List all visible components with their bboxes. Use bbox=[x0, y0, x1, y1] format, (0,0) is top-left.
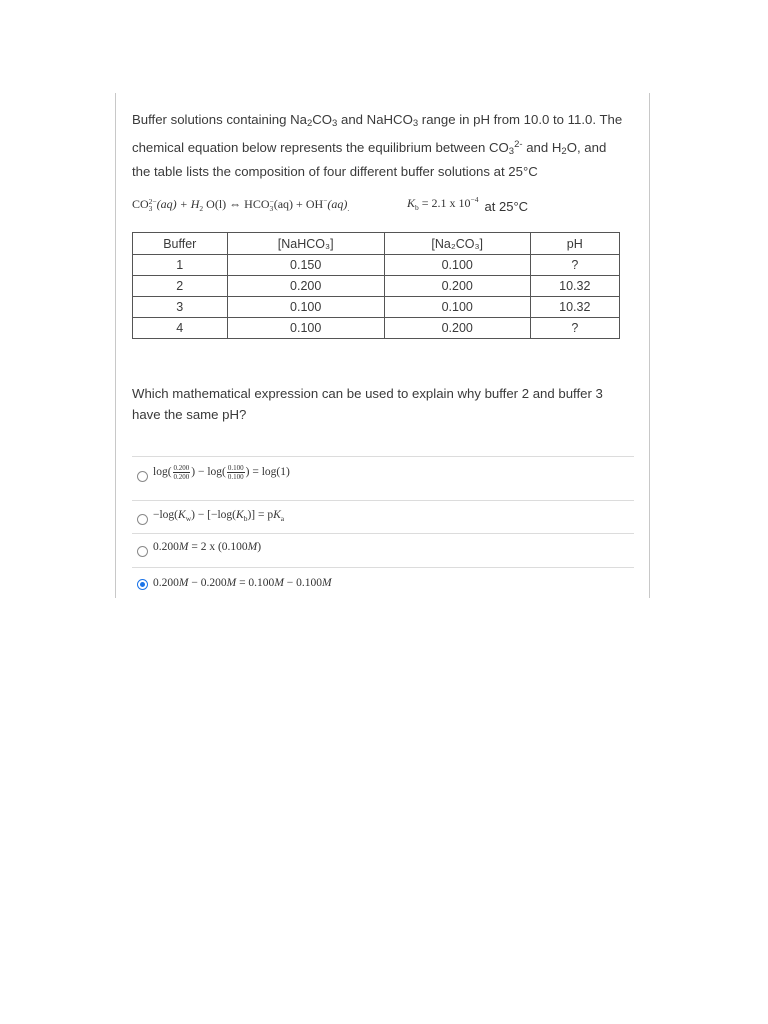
intro-line-2: chemical equation below represents the equilibrium between $CO_3^{2-}$ and $H_2O$, and bbox=[132, 138, 607, 157]
table-cell: 0.150 bbox=[227, 255, 384, 276]
option-label: 0.200M = 2 x (0.100M) bbox=[153, 541, 262, 553]
equilibrium-equation bbox=[132, 193, 632, 215]
table-cell: ? bbox=[530, 318, 619, 339]
kb-expression: $K_b = 2.1$ x $10^{-4}$ at 25°C bbox=[407, 195, 529, 214]
question-line-1: Which mathematical expression can be used to explain why buffer 2 and buffer 3 bbox=[132, 386, 603, 401]
table-cell: 1 bbox=[133, 255, 228, 276]
answer-option-4[interactable] bbox=[132, 567, 634, 597]
question-intro bbox=[132, 110, 632, 183]
table-row bbox=[133, 276, 620, 297]
answer-option-3[interactable] bbox=[132, 533, 634, 567]
table-cell: 4 bbox=[133, 318, 228, 339]
intro-line-1: Buffer solutions containing $Na_2CO_3$ and NaHCO$_3$ range in pH from 10.0 to 11.0. The bbox=[132, 112, 623, 129]
option-label: $-\log(K_w) - [-\log(K_b)] = pK_a$ bbox=[153, 509, 285, 523]
col-header-nahco3: [NaHCO₃] bbox=[227, 233, 384, 255]
radio-button[interactable] bbox=[137, 546, 148, 557]
fraction: $\frac{0.100}{0.100}$ bbox=[227, 464, 244, 481]
answer-option-2[interactable] bbox=[132, 500, 634, 533]
intro-line-3: the table lists the composition of four different buffer solutions at 25°C bbox=[132, 164, 538, 179]
table-cell: 0.100 bbox=[227, 297, 384, 318]
radio-button[interactable] bbox=[137, 471, 148, 482]
table-header-row bbox=[133, 233, 620, 255]
question-prompt bbox=[132, 384, 622, 425]
radio-button-selected[interactable] bbox=[137, 579, 148, 590]
answer-option-1[interactable] bbox=[132, 456, 634, 500]
table-cell: 10.32 bbox=[530, 297, 619, 318]
col-header-ph: pH bbox=[530, 233, 619, 255]
table-row bbox=[133, 318, 620, 339]
table-cell: 0.200 bbox=[384, 276, 530, 297]
question-line-2: have the same pH? bbox=[132, 406, 247, 422]
col-header-buffer: Buffer bbox=[133, 233, 228, 255]
table-cell: 2 bbox=[133, 276, 228, 297]
table-cell: 10.32 bbox=[530, 276, 619, 297]
table-cell: 3 bbox=[133, 297, 228, 318]
table-cell: 0.200 bbox=[227, 276, 384, 297]
answer-options bbox=[132, 456, 634, 597]
table-cell: 0.100 bbox=[384, 297, 530, 318]
table-row bbox=[133, 255, 620, 276]
fraction: $\frac{0.200}{0.200}$ bbox=[173, 464, 190, 481]
buffer-table bbox=[132, 232, 620, 339]
table-cell: 0.200 bbox=[384, 318, 530, 339]
radio-button[interactable] bbox=[137, 514, 148, 525]
table-cell: 0.100 bbox=[384, 255, 530, 276]
table-cell: ? bbox=[530, 255, 619, 276]
col-header-na2co3: [Na₂CO₃] bbox=[384, 233, 530, 255]
option-label: log( $\frac{0.200}{0.200}$ ) − log( $\frac{0.100}{0.100}$ ) = log(1) bbox=[153, 464, 290, 481]
option-label: 0.200M − 0.200M = 0.100M − 0.100M bbox=[153, 577, 332, 589]
table-row bbox=[133, 297, 620, 318]
reaction-expression: CO 2− 3 $(aq) + H_2$ O(l) ⇔ HCO − 3 $(aq) + OH^-(aq)_.$ bbox=[132, 196, 350, 214]
table-cell: 0.100 bbox=[227, 318, 384, 339]
